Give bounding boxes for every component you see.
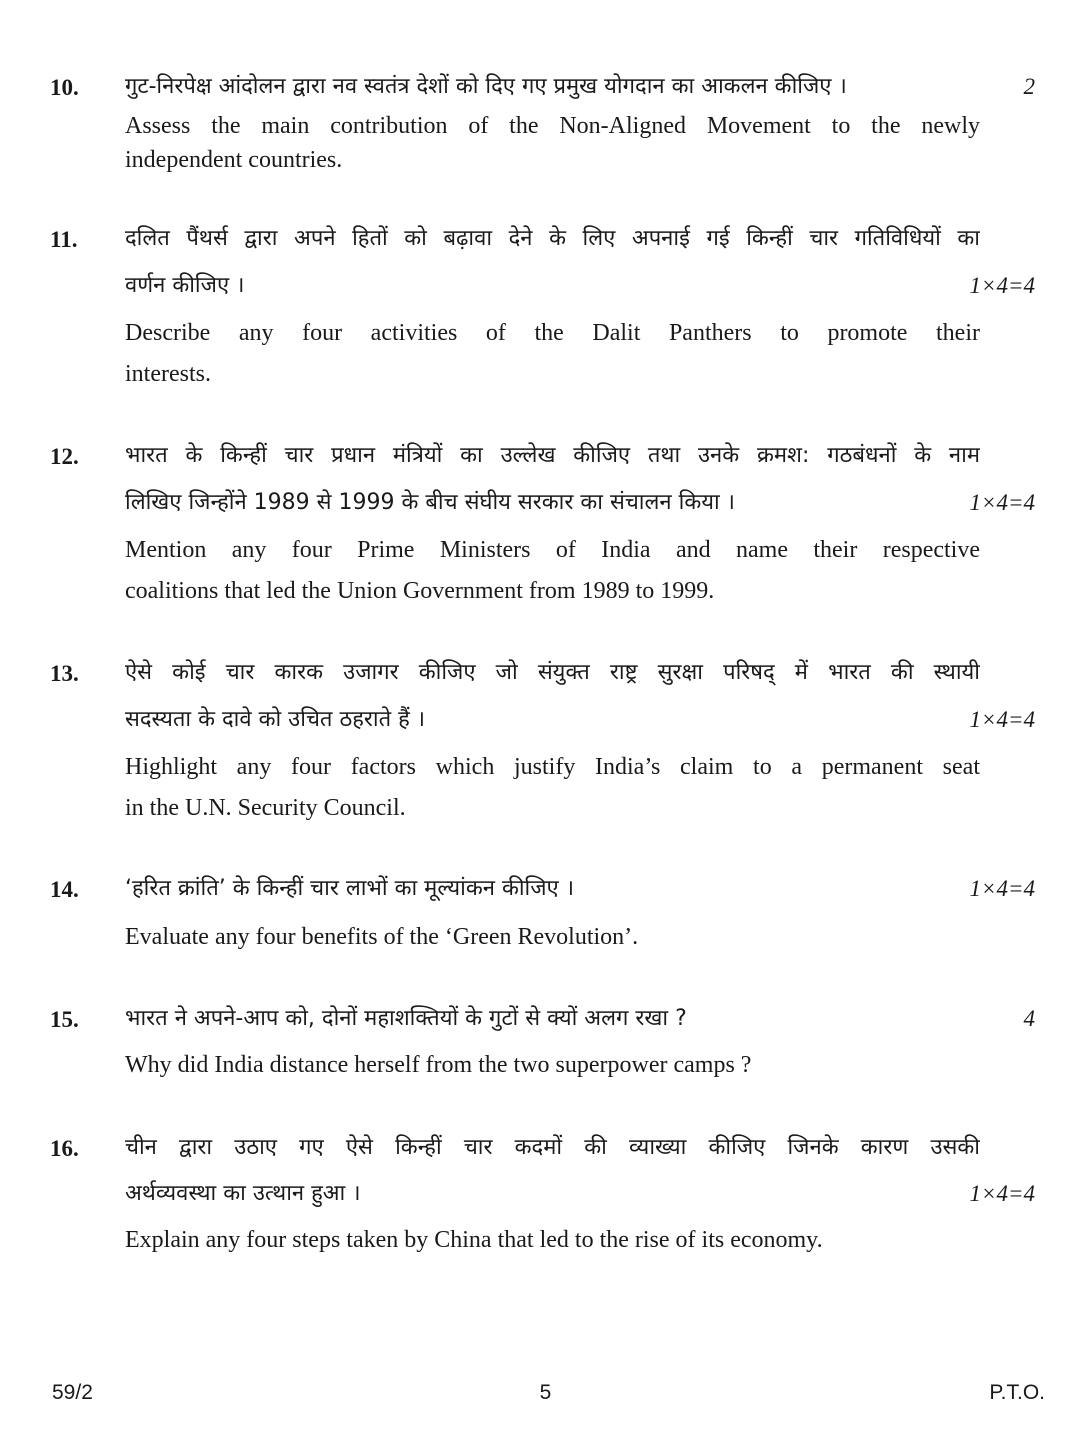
question-number: 12.	[50, 444, 79, 469]
question-hindi-line-1: भारत के किन्हीं चार प्रधान मंत्रियों का उल्लेख कीजिए तथा उनके क्रमश: गठबंधनों के नाम	[125, 443, 980, 468]
question-hindi-line-1: दलित पैंथर्स द्वारा अपने हितों को बढ़ावा देने के लिए अपनाई गई किन्हीं चार गतिविधियों का	[125, 226, 980, 251]
question-number: 14.	[50, 877, 79, 902]
question-hindi-line-1: चीन द्वारा उठाए गए ऐसे किन्हीं चार कदमों की व्याख्या कीजिए जिनके कारण उसकी	[125, 1135, 980, 1160]
question-english-line-1: Evaluate any four benefits of the ‘Green Revolution’.	[125, 924, 639, 950]
question-marks: 1×4=4	[969, 876, 1035, 901]
question-english-line-1: Describe any four activities of the Dalit Panthers to promote their	[125, 320, 980, 346]
question-number: 10.	[50, 75, 79, 100]
question-english-line-2: independent countries.	[125, 147, 343, 173]
question-english-line-1: Highlight any four factors which justify India’s claim to a permanent seat	[125, 754, 980, 780]
question-english-line-2: coalitions that led the Union Government from 1989 to 1999.	[125, 578, 715, 604]
question-marks: 4	[1023, 1006, 1035, 1031]
question-english-line-1: Mention any four Prime Ministers of India and name their respective	[125, 537, 980, 563]
question-hindi-line-2: सदस्यता के दावे को उचित ठहराते हैं ।	[125, 707, 426, 732]
question-hindi-line-1: ‘हरित क्रांति’ के किन्हीं चार लाभों का मूल्यांकन कीजिए ।	[125, 876, 575, 901]
paper-code: 59/2	[52, 1381, 93, 1404]
question-english-line-1: Explain any four steps taken by China that led to the rise of its economy.	[125, 1227, 823, 1253]
question-english-line-1: Assess the main contribution of the Non-Aligned Movement to the newly	[125, 113, 980, 139]
please-turn-over: P.T.O.	[989, 1381, 1045, 1404]
question-number: 15.	[50, 1007, 79, 1032]
question-hindi-line-2: लिखिए जिन्होंने 1989 से 1999 के बीच संघीय सरकार का संचालन किया ।	[125, 490, 736, 515]
question-hindi-line-1: भारत ने अपने-आप को, दोनों महाशक्तियों के गुटों से क्यों अलग रखा ?	[125, 1006, 687, 1031]
question-marks: 2	[1023, 74, 1035, 99]
question-marks: 1×4=4	[969, 273, 1035, 298]
question-marks: 1×4=4	[969, 707, 1035, 732]
question-hindi-line-2: वर्णन कीजिए ।	[125, 273, 245, 298]
question-number: 11.	[50, 227, 78, 252]
question-english-line-1: Why did India distance herself from the two superpower camps ?	[125, 1052, 752, 1078]
question-hindi-line-1: गुट-निरपेक्ष आंदोलन द्वारा नव स्वतंत्र देशों को दिए गए प्रमुख योगदान का आकलन कीजिए ।	[125, 74, 847, 99]
question-english-line-2: interests.	[125, 361, 211, 387]
page-number: 5	[539, 1381, 552, 1404]
question-english-line-2: in the U.N. Security Council.	[125, 795, 406, 821]
question-marks: 1×4=4	[969, 1181, 1035, 1206]
question-hindi-line-2: अर्थव्यवस्था का उत्थान हुआ ।	[125, 1181, 361, 1206]
question-number: 13.	[50, 661, 79, 686]
question-hindi-line-1: ऐसे कोई चार कारक उजागर कीजिए जो संयुक्त राष्ट्र सुरक्षा परिषद् में भारत की स्थायी	[125, 660, 980, 685]
question-marks: 1×4=4	[969, 490, 1035, 515]
question-number: 16.	[50, 1136, 79, 1161]
